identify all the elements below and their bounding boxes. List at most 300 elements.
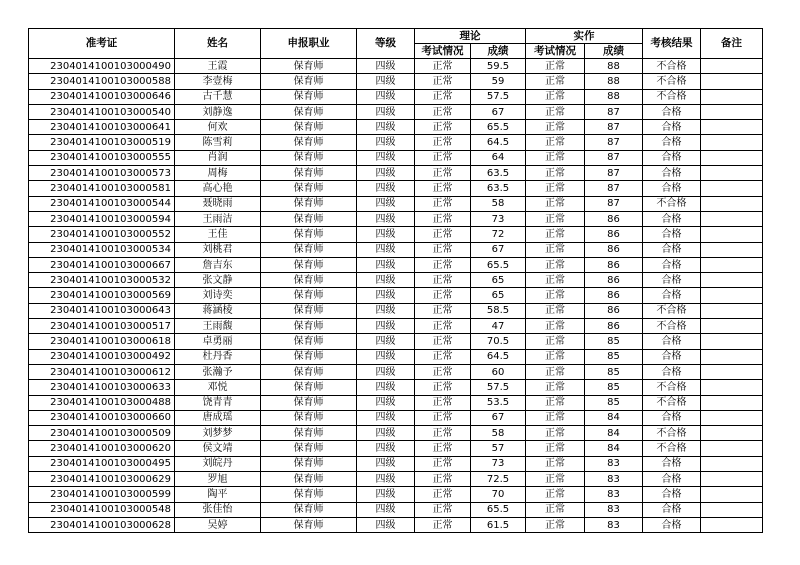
cell-remarks [701, 395, 763, 410]
cell-theory-score: 60 [471, 364, 526, 379]
cell-name: 何欢 [175, 120, 261, 135]
cell-id: 2304014100103000629 [29, 472, 175, 487]
cell-practice-status: 正常 [526, 227, 585, 242]
cell-theory-score: 59.5 [471, 59, 526, 74]
table-row [29, 319, 763, 334]
cell-remarks [701, 89, 763, 104]
cell-id: 2304014100103000519 [29, 135, 175, 150]
header-result: 考核结果 [643, 29, 701, 59]
table-row [29, 364, 763, 379]
cell-remarks [701, 319, 763, 334]
cell-practice-status: 正常 [526, 59, 585, 74]
cell-practice-score: 86 [585, 288, 643, 303]
cell-name: 李壹梅 [175, 74, 261, 89]
cell-level: 四级 [357, 487, 415, 502]
table-row [29, 288, 763, 303]
cell-practice-status: 正常 [526, 410, 585, 425]
cell-name: 蒋涵棱 [175, 303, 261, 318]
cell-remarks [701, 303, 763, 318]
cell-remarks [701, 349, 763, 364]
cell-occupation: 保育师 [261, 74, 357, 89]
cell-remarks [701, 364, 763, 379]
cell-id: 2304014100103000488 [29, 395, 175, 410]
cell-name: 吴婷 [175, 517, 261, 532]
cell-id: 2304014100103000532 [29, 273, 175, 288]
table-row [29, 349, 763, 364]
cell-theory-score: 57.5 [471, 380, 526, 395]
cell-theory-status: 正常 [415, 211, 471, 226]
cell-name: 陶平 [175, 487, 261, 502]
cell-remarks [701, 517, 763, 532]
cell-id: 2304014100103000618 [29, 334, 175, 349]
cell-theory-score: 63.5 [471, 181, 526, 196]
cell-level: 四级 [357, 150, 415, 165]
cell-name: 饶青青 [175, 395, 261, 410]
cell-name: 卓勇丽 [175, 334, 261, 349]
cell-practice-score: 88 [585, 74, 643, 89]
table-row [29, 181, 763, 196]
cell-practice-score: 86 [585, 273, 643, 288]
cell-id: 2304014100103000490 [29, 59, 175, 74]
cell-practice-status: 正常 [526, 364, 585, 379]
cell-id: 2304014100103000581 [29, 181, 175, 196]
table-row [29, 426, 763, 441]
cell-theory-score: 47 [471, 319, 526, 334]
cell-occupation: 保育师 [261, 135, 357, 150]
cell-practice-status: 正常 [526, 196, 585, 211]
cell-occupation: 保育师 [261, 364, 357, 379]
cell-name: 周梅 [175, 166, 261, 181]
cell-theory-status: 正常 [415, 181, 471, 196]
cell-practice-status: 正常 [526, 456, 585, 471]
cell-id: 2304014100103000628 [29, 517, 175, 532]
table-row [29, 517, 763, 532]
cell-theory-status: 正常 [415, 487, 471, 502]
cell-remarks [701, 150, 763, 165]
cell-practice-score: 86 [585, 227, 643, 242]
cell-remarks [701, 426, 763, 441]
cell-practice-status: 正常 [526, 181, 585, 196]
cell-id: 2304014100103000495 [29, 456, 175, 471]
cell-level: 四级 [357, 211, 415, 226]
cell-theory-score: 65 [471, 273, 526, 288]
cell-name: 罗旭 [175, 472, 261, 487]
cell-id: 2304014100103000492 [29, 349, 175, 364]
table-row [29, 242, 763, 257]
cell-remarks [701, 257, 763, 272]
cell-practice-status: 正常 [526, 257, 585, 272]
cell-occupation: 保育师 [261, 334, 357, 349]
cell-id: 2304014100103000620 [29, 441, 175, 456]
cell-theory-status: 正常 [415, 380, 471, 395]
cell-level: 四级 [357, 502, 415, 517]
cell-theory-score: 65 [471, 288, 526, 303]
table-body [29, 59, 763, 533]
cell-result: 合格 [643, 472, 701, 487]
cell-practice-status: 正常 [526, 166, 585, 181]
cell-practice-score: 87 [585, 104, 643, 119]
cell-practice-status: 正常 [526, 472, 585, 487]
cell-result: 合格 [643, 517, 701, 532]
cell-theory-score: 59 [471, 74, 526, 89]
cell-theory-status: 正常 [415, 472, 471, 487]
cell-level: 四级 [357, 166, 415, 181]
header-practice-status: 考试情况 [526, 44, 585, 59]
cell-remarks [701, 211, 763, 226]
header-remarks: 备注 [701, 29, 763, 59]
cell-theory-status: 正常 [415, 319, 471, 334]
cell-result: 不合格 [643, 319, 701, 334]
cell-id: 2304014100103000646 [29, 89, 175, 104]
cell-theory-status: 正常 [415, 196, 471, 211]
cell-remarks [701, 456, 763, 471]
cell-occupation: 保育师 [261, 242, 357, 257]
cell-theory-score: 58 [471, 426, 526, 441]
cell-id: 2304014100103000544 [29, 196, 175, 211]
cell-theory-score: 64.5 [471, 349, 526, 364]
cell-practice-score: 84 [585, 441, 643, 456]
cell-name: 张文静 [175, 273, 261, 288]
cell-name: 王佳 [175, 227, 261, 242]
cell-practice-status: 正常 [526, 89, 585, 104]
cell-remarks [701, 288, 763, 303]
cell-level: 四级 [357, 303, 415, 318]
cell-practice-score: 87 [585, 120, 643, 135]
cell-theory-status: 正常 [415, 166, 471, 181]
cell-practice-status: 正常 [526, 441, 585, 456]
cell-name: 王雨洁 [175, 211, 261, 226]
cell-result: 合格 [643, 227, 701, 242]
table-row [29, 227, 763, 242]
cell-level: 四级 [357, 120, 415, 135]
cell-theory-status: 正常 [415, 89, 471, 104]
header-id: 准考证 [29, 29, 175, 59]
cell-remarks [701, 502, 763, 517]
table-row [29, 74, 763, 89]
cell-theory-status: 正常 [415, 456, 471, 471]
cell-result: 合格 [643, 135, 701, 150]
header-level: 等级 [357, 29, 415, 59]
cell-level: 四级 [357, 380, 415, 395]
table-row [29, 380, 763, 395]
cell-level: 四级 [357, 349, 415, 364]
cell-theory-status: 正常 [415, 104, 471, 119]
cell-result: 合格 [643, 273, 701, 288]
cell-name: 王雨馥 [175, 319, 261, 334]
table-row [29, 150, 763, 165]
cell-id: 2304014100103000612 [29, 364, 175, 379]
cell-result: 合格 [643, 288, 701, 303]
cell-result: 合格 [643, 456, 701, 471]
cell-theory-score: 61.5 [471, 517, 526, 532]
cell-result: 合格 [643, 242, 701, 257]
cell-theory-score: 65.5 [471, 120, 526, 135]
cell-remarks [701, 334, 763, 349]
cell-occupation: 保育师 [261, 181, 357, 196]
cell-occupation: 保育师 [261, 273, 357, 288]
table-row [29, 410, 763, 425]
cell-practice-score: 88 [585, 89, 643, 104]
cell-occupation: 保育师 [261, 395, 357, 410]
cell-result: 合格 [643, 150, 701, 165]
cell-result: 不合格 [643, 380, 701, 395]
cell-practice-status: 正常 [526, 426, 585, 441]
cell-name: 张瀚予 [175, 364, 261, 379]
cell-name: 肖润 [175, 150, 261, 165]
header-practice: 实作 [526, 29, 643, 44]
cell-theory-score: 58.5 [471, 303, 526, 318]
cell-level: 四级 [357, 257, 415, 272]
cell-theory-score: 64.5 [471, 135, 526, 150]
cell-level: 四级 [357, 319, 415, 334]
cell-name: 侯文靖 [175, 441, 261, 456]
cell-result: 合格 [643, 211, 701, 226]
cell-theory-status: 正常 [415, 364, 471, 379]
table-header [29, 29, 763, 59]
table-row [29, 196, 763, 211]
header-occupation: 申报职业 [261, 29, 357, 59]
cell-remarks [701, 166, 763, 181]
cell-result: 不合格 [643, 196, 701, 211]
cell-theory-score: 70.5 [471, 334, 526, 349]
cell-level: 四级 [357, 517, 415, 532]
cell-practice-status: 正常 [526, 135, 585, 150]
cell-occupation: 保育师 [261, 487, 357, 502]
cell-practice-score: 86 [585, 303, 643, 318]
cell-theory-status: 正常 [415, 150, 471, 165]
cell-remarks [701, 120, 763, 135]
table-row [29, 456, 763, 471]
cell-remarks [701, 135, 763, 150]
cell-theory-score: 53.5 [471, 395, 526, 410]
cell-remarks [701, 242, 763, 257]
cell-level: 四级 [357, 441, 415, 456]
cell-practice-status: 正常 [526, 517, 585, 532]
cell-remarks [701, 410, 763, 425]
cell-id: 2304014100103000594 [29, 211, 175, 226]
cell-level: 四级 [357, 135, 415, 150]
cell-theory-status: 正常 [415, 59, 471, 74]
cell-occupation: 保育师 [261, 319, 357, 334]
table-row [29, 135, 763, 150]
cell-occupation: 保育师 [261, 104, 357, 119]
cell-level: 四级 [357, 242, 415, 257]
table-row [29, 59, 763, 74]
cell-practice-score: 85 [585, 364, 643, 379]
table-row [29, 104, 763, 119]
cell-occupation: 保育师 [261, 196, 357, 211]
cell-practice-status: 正常 [526, 211, 585, 226]
cell-theory-score: 65.5 [471, 502, 526, 517]
cell-level: 四级 [357, 89, 415, 104]
cell-theory-status: 正常 [415, 135, 471, 150]
cell-theory-score: 58 [471, 196, 526, 211]
cell-theory-score: 70 [471, 487, 526, 502]
cell-name: 古千慧 [175, 89, 261, 104]
cell-theory-score: 73 [471, 211, 526, 226]
cell-level: 四级 [357, 456, 415, 471]
cell-level: 四级 [357, 426, 415, 441]
cell-result: 合格 [643, 166, 701, 181]
cell-practice-status: 正常 [526, 150, 585, 165]
table-row [29, 395, 763, 410]
cell-id: 2304014100103000517 [29, 319, 175, 334]
cell-result: 合格 [643, 334, 701, 349]
cell-remarks [701, 380, 763, 395]
cell-result: 合格 [643, 364, 701, 379]
cell-name: 陈雪莉 [175, 135, 261, 150]
cell-practice-score: 83 [585, 487, 643, 502]
cell-name: 张佳怡 [175, 502, 261, 517]
header-theory-score: 成绩 [471, 44, 526, 59]
table-row [29, 273, 763, 288]
cell-level: 四级 [357, 334, 415, 349]
cell-name: 唐成瑶 [175, 410, 261, 425]
table-row [29, 487, 763, 502]
cell-remarks [701, 487, 763, 502]
cell-result: 合格 [643, 104, 701, 119]
cell-theory-score: 67 [471, 242, 526, 257]
cell-result: 不合格 [643, 59, 701, 74]
cell-result: 不合格 [643, 426, 701, 441]
cell-theory-status: 正常 [415, 242, 471, 257]
cell-id: 2304014100103000569 [29, 288, 175, 303]
cell-remarks [701, 472, 763, 487]
cell-practice-score: 87 [585, 166, 643, 181]
cell-theory-status: 正常 [415, 426, 471, 441]
cell-occupation: 保育师 [261, 426, 357, 441]
cell-occupation: 保育师 [261, 257, 357, 272]
cell-id: 2304014100103000588 [29, 74, 175, 89]
cell-practice-status: 正常 [526, 395, 585, 410]
cell-result: 合格 [643, 487, 701, 502]
cell-remarks [701, 273, 763, 288]
cell-practice-score: 87 [585, 150, 643, 165]
cell-practice-status: 正常 [526, 487, 585, 502]
cell-practice-score: 87 [585, 181, 643, 196]
cell-theory-status: 正常 [415, 74, 471, 89]
cell-practice-score: 83 [585, 456, 643, 471]
cell-occupation: 保育师 [261, 456, 357, 471]
cell-result: 不合格 [643, 303, 701, 318]
cell-theory-score: 72.5 [471, 472, 526, 487]
cell-occupation: 保育师 [261, 472, 357, 487]
cell-theory-score: 64 [471, 150, 526, 165]
cell-practice-score: 86 [585, 319, 643, 334]
cell-level: 四级 [357, 288, 415, 303]
cell-theory-score: 57 [471, 441, 526, 456]
table-row [29, 211, 763, 226]
cell-id: 2304014100103000548 [29, 502, 175, 517]
cell-practice-score: 86 [585, 211, 643, 226]
cell-occupation: 保育师 [261, 502, 357, 517]
cell-practice-score: 83 [585, 517, 643, 532]
cell-result: 不合格 [643, 89, 701, 104]
cell-practice-status: 正常 [526, 120, 585, 135]
cell-theory-score: 57.5 [471, 89, 526, 104]
cell-level: 四级 [357, 410, 415, 425]
cell-practice-status: 正常 [526, 380, 585, 395]
cell-practice-score: 84 [585, 410, 643, 425]
cell-theory-status: 正常 [415, 517, 471, 532]
cell-occupation: 保育师 [261, 150, 357, 165]
cell-id: 2304014100103000509 [29, 426, 175, 441]
cell-id: 2304014100103000667 [29, 257, 175, 272]
cell-level: 四级 [357, 472, 415, 487]
cell-practice-score: 85 [585, 334, 643, 349]
cell-practice-status: 正常 [526, 74, 585, 89]
cell-practice-score: 88 [585, 59, 643, 74]
cell-theory-score: 73 [471, 456, 526, 471]
table-row [29, 166, 763, 181]
cell-name: 刘皖丹 [175, 456, 261, 471]
cell-theory-score: 67 [471, 104, 526, 119]
cell-theory-status: 正常 [415, 288, 471, 303]
cell-id: 2304014100103000599 [29, 487, 175, 502]
header-theory-status: 考试情况 [415, 44, 471, 59]
cell-result: 合格 [643, 120, 701, 135]
cell-name: 刘静逸 [175, 104, 261, 119]
cell-remarks [701, 74, 763, 89]
cell-remarks [701, 104, 763, 119]
cell-result: 合格 [643, 349, 701, 364]
cell-theory-score: 72 [471, 227, 526, 242]
cell-result: 合格 [643, 181, 701, 196]
cell-name: 邓悦 [175, 380, 261, 395]
header-name: 姓名 [175, 29, 261, 59]
cell-id: 2304014100103000641 [29, 120, 175, 135]
cell-level: 四级 [357, 74, 415, 89]
cell-theory-status: 正常 [415, 257, 471, 272]
cell-occupation: 保育师 [261, 120, 357, 135]
cell-result: 合格 [643, 502, 701, 517]
cell-occupation: 保育师 [261, 441, 357, 456]
cell-level: 四级 [357, 227, 415, 242]
cell-theory-status: 正常 [415, 273, 471, 288]
cell-result: 不合格 [643, 395, 701, 410]
cell-occupation: 保育师 [261, 303, 357, 318]
cell-level: 四级 [357, 395, 415, 410]
table-row [29, 89, 763, 104]
cell-theory-status: 正常 [415, 441, 471, 456]
header-theory: 理论 [415, 29, 526, 44]
table-row [29, 441, 763, 456]
cell-theory-status: 正常 [415, 227, 471, 242]
cell-name: 王霞 [175, 59, 261, 74]
cell-result: 不合格 [643, 74, 701, 89]
cell-theory-status: 正常 [415, 395, 471, 410]
cell-theory-status: 正常 [415, 502, 471, 517]
cell-name: 刘诗奕 [175, 288, 261, 303]
cell-name: 刘梦梦 [175, 426, 261, 441]
cell-theory-status: 正常 [415, 303, 471, 318]
cell-id: 2304014100103000660 [29, 410, 175, 425]
cell-occupation: 保育师 [261, 227, 357, 242]
cell-result: 合格 [643, 257, 701, 272]
cell-level: 四级 [357, 364, 415, 379]
cell-result: 不合格 [643, 441, 701, 456]
table-row [29, 334, 763, 349]
cell-occupation: 保育师 [261, 166, 357, 181]
cell-level: 四级 [357, 181, 415, 196]
cell-level: 四级 [357, 273, 415, 288]
cell-practice-status: 正常 [526, 349, 585, 364]
cell-theory-score: 63.5 [471, 166, 526, 181]
cell-theory-score: 67 [471, 410, 526, 425]
cell-occupation: 保育师 [261, 211, 357, 226]
cell-name: 詹吉东 [175, 257, 261, 272]
cell-practice-status: 正常 [526, 242, 585, 257]
